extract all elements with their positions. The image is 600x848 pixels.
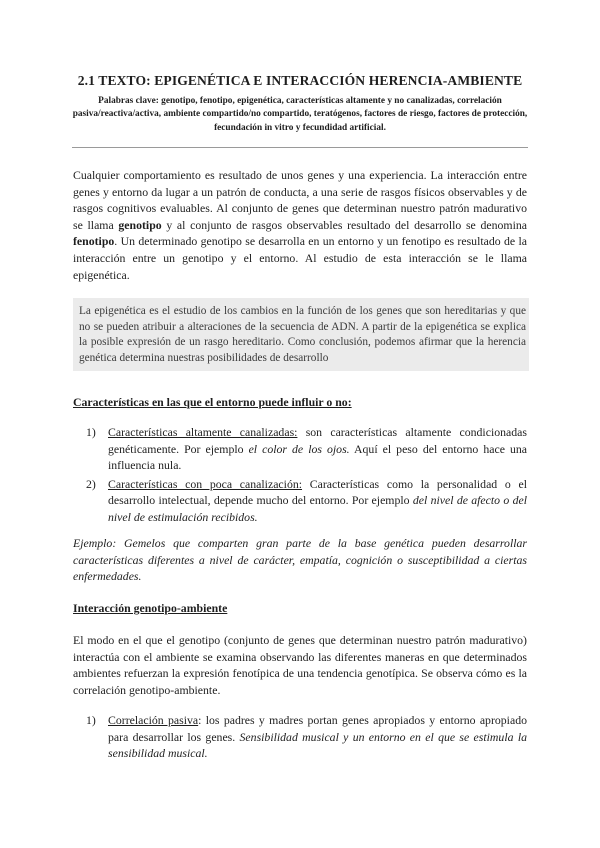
correlation-list (86, 712, 527, 762)
list-text: Características como la personalidad o el desarrollo intelectual, depende mucho del entorno. Por ejemplo (108, 476, 527, 508)
list-text: son características altamente condicionadas genéticamente. Por ejemplo (108, 425, 527, 456)
intro-text-3: . Un determinado genotipo se desarrolla en un entorno y un fenotipo es resultado de la interacción entre un genotipo y el entorno. Al estudio de esta interacción se le llama epigenética. (73, 234, 527, 282)
keywords: Palabras clave: genotipo, fenotipo, epigenética, características altamente y no canalizadas, correlación pasiva/reactiva/activa, ambiente compartido/no compartido, teratógenos, factores de riesgo, factores de protección, fecundación in vitro y fecundidad artificial. (72, 96, 528, 133)
term-fenotipo: fenotipo (73, 234, 115, 249)
intro-text-1: Cualquier comportamiento es resultado de unos genes y una experiencia. La interacción entre genes y entorno da lugar a un patrón de conducta, a una serie de rasgos físicos observables y de rasgos cognitivos evaluables. Al conjunto de genes que determinan nuestro patrón madurativo se llama (73, 168, 527, 232)
interaction-paragraph: El modo en el que el genotipo (conjunto de genes que determinan nuestro patrón madurativo) interactúa con el ambiente se examina observando las diferentes maneras en que determinados ambientes refuerzan la expresión fenotípica de una tendencia genotípica. Se observa cómo es la correlación genotipo-ambiente. (73, 633, 527, 697)
list-term: Características altamente canalizadas: (108, 425, 298, 439)
list-term: Correlación pasiva (108, 713, 199, 727)
document-title: 2.1 TEXTO: EPIGENÉTICA E INTERACCIÓN HERENCIA-AMBIENTE (77, 73, 523, 88)
list-item (86, 424, 527, 474)
list-example: del nivel de afecto o del nivel de estimulación recibidos. (108, 493, 527, 524)
list-example: el color de los ojos. (248, 441, 350, 456)
canalization-list (86, 424, 527, 526)
epigenetics-quote-box (73, 298, 529, 371)
list-example: Sensibilidad musical y un entorno en el que se estimula la sensibilidad musical. (108, 729, 527, 761)
list-number: 1) (86, 425, 96, 439)
list-item (86, 712, 527, 762)
list-text: : los padres y madres portan genes apropiados y entorno apropiado para desarrollar los genes. (108, 713, 527, 744)
quote-text: La epigenética es el estudio de los cambios en la función de los genes que son hereditarias y que no se pueden atribuir a alteraciones de la secuencia de ADN. A partir de la epigenética se explica la posible expresión de un rasgo hereditario. Como conclusión, podemos afirmar que la herencia genética determina nuestras posibilidades de desarrollo (79, 305, 526, 365)
intro-text-2: y al conjunto de rasgos observables resultado del desarrollo se denomina (161, 217, 527, 232)
list-item (86, 476, 527, 526)
twins-example: Ejemplo: Gemelos que comparten gran parte de la base genética pueden desarrollar características diferentes a nivel de carácter, empatía, cognición o susceptibilidad a ciertas enfermedades. (73, 536, 527, 584)
term-genotipo: genotipo (118, 217, 162, 232)
section-heading-interaction: Interacción genotipo-ambiente (73, 601, 228, 615)
list-number: 2) (86, 476, 96, 491)
list-number: 1) (86, 713, 96, 727)
section-heading-canalization: Características en las que el entorno puede influir o no: (73, 395, 352, 409)
list-term: Características con poca canalización: (108, 476, 303, 491)
intro-paragraph (73, 167, 527, 283)
header-divider (72, 147, 528, 148)
list-tail: Aquí el peso del entorno hace una influencia nula. (108, 441, 528, 473)
